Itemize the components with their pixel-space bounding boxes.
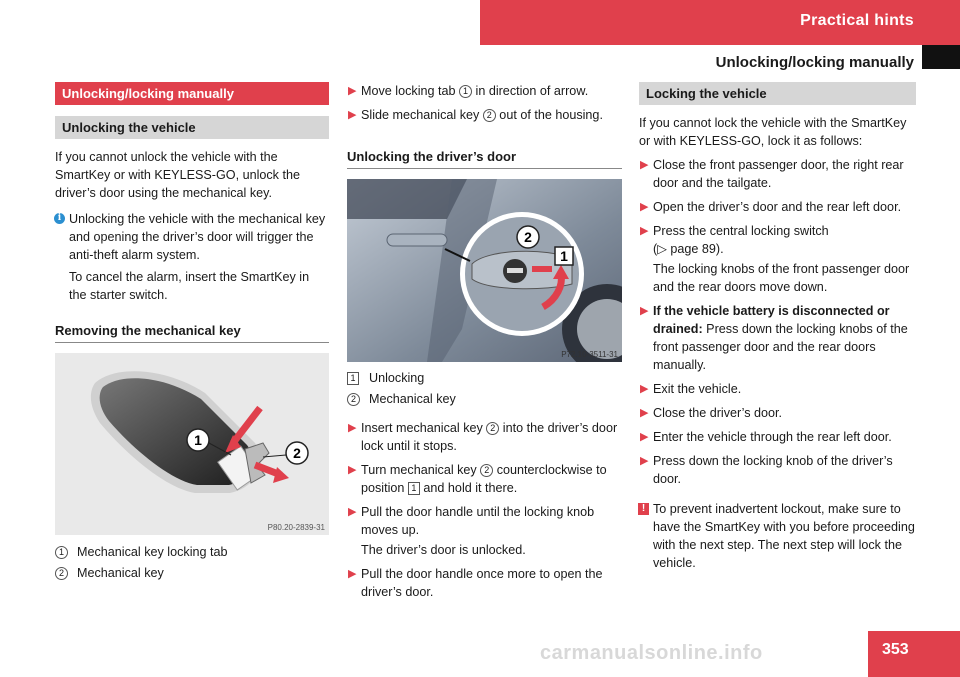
lock-step: ▶ Open the driver’s door and the rear left door. <box>640 200 902 214</box>
removing-key-heading: Removing the mechanical key <box>55 322 329 343</box>
callout-1: 1 <box>194 432 202 448</box>
legend-item: 1 Unlocking <box>347 369 622 387</box>
arrow-bullet-icon: ▶ <box>348 422 357 434</box>
arrow-bullet-icon: ▶ <box>348 464 357 476</box>
lock-step: ▶ Press down the locking knob of the driver’s door. <box>640 454 893 486</box>
step-result: The driver’s door is unlocked. <box>361 543 526 557</box>
unlocking-vehicle-bar: Unlocking the vehicle <box>55 116 329 139</box>
lock-step: ▶ Close the front passenger door, the right rear door and the tailgate. <box>640 158 904 190</box>
step-pull-handle: ▶ Pull the door handle until the locking knob moves up. <box>348 505 595 537</box>
lock-step: ▶ Close the driver’s door. <box>640 406 783 420</box>
step-move-tab: ▶ Move locking tab 1 in direction of arrow. <box>348 84 589 98</box>
arrow-bullet-icon: ▶ <box>640 201 649 213</box>
legend-item: 2 Mechanical key <box>55 564 329 582</box>
column-middle <box>347 82 622 607</box>
chapter-tab <box>480 0 960 45</box>
chapter-title: Practical hints <box>800 12 914 29</box>
lock-step: ▶ Press the central locking switch (▷ page 89). <box>640 224 829 256</box>
arrow-bullet-icon: ▶ <box>348 506 357 518</box>
step-turn-key: ▶ Turn mechanical key 2 counterclockwise to position 1 and hold it there. <box>348 463 607 495</box>
info-text-1: Unlocking the vehicle with the mechanical key and opening the driver’s door will trigger the anti-theft alarm system. <box>69 212 326 262</box>
legend-item: 2 Mechanical key <box>347 390 622 408</box>
warning-note <box>639 500 916 572</box>
arrow-bullet-icon: ▶ <box>348 568 357 580</box>
smartkey-illustration <box>55 353 329 535</box>
lock-step: ▶ Exit the vehicle. <box>640 382 742 396</box>
callout-2: 2 <box>293 445 301 461</box>
main-section-bar: Unlocking/locking manually <box>55 82 329 105</box>
lock-step-result: The locking knobs of the front passenger door and the rear doors move down. <box>653 262 910 294</box>
arrow-bullet-icon: ▶ <box>640 305 649 317</box>
step-slide-key: ▶ Slide mechanical key 2 out of the housing. <box>348 108 603 122</box>
legend-item: 1 Mechanical key locking tab <box>55 543 329 561</box>
info-text-2: To cancel the alarm, insert the SmartKey in the starter switch. <box>69 270 310 302</box>
smartkey-figure <box>55 353 329 535</box>
unlock-intro: If you cannot unlock the vehicle with the SmartKey or with KEYLESS-GO, unlock the driver’s door using the mechanical key. <box>55 150 300 200</box>
figure-code: P80.20-2839-31 <box>267 523 325 532</box>
arrow-bullet-icon: ▶ <box>348 109 357 121</box>
warning-text: To prevent inadvertent lockout, make sure to have the SmartKey with you before proceeding with the next step. The next step will lock the vehicle. <box>653 502 915 570</box>
step-open-door: ▶ Pull the door handle once more to open the driver’s door. <box>348 567 603 599</box>
column-left <box>55 82 329 585</box>
door-figure <box>347 179 622 362</box>
locking-vehicle-bar: Locking the vehicle <box>639 82 916 105</box>
arrow-bullet-icon: ▶ <box>640 159 649 171</box>
arrow-bullet-icon: ▶ <box>348 85 357 97</box>
column-right <box>639 82 916 572</box>
watermark: carmanualsonline.info <box>540 642 763 664</box>
info-note <box>55 210 329 304</box>
arrow-bullet-icon: ▶ <box>640 225 649 237</box>
lock-step: ▶ Enter the vehicle through the rear left door. <box>640 430 892 444</box>
unlocking-door-heading: Unlocking the driver’s door <box>347 148 622 169</box>
arrow-bullet-icon: ▶ <box>640 383 649 395</box>
door-lock-illustration <box>347 179 622 362</box>
warning-icon: ! <box>638 503 649 515</box>
figure-code: P72.10-3511-31 <box>561 350 618 359</box>
section-title: Unlocking/locking manually <box>715 54 914 71</box>
arrow-bullet-icon: ▶ <box>640 431 649 443</box>
callout-2: 2 <box>524 229 532 245</box>
page-number: 353 <box>882 641 909 658</box>
arrow-bullet-icon: ▶ <box>640 407 649 419</box>
info-icon: i <box>54 213 65 224</box>
page-number-tab <box>868 631 960 677</box>
callout-1: 1 <box>560 248 568 264</box>
step-insert-key: ▶ Insert mechanical key 2 into the driver’s door lock until it stops. <box>348 421 618 453</box>
arrow-bullet-icon: ▶ <box>640 455 649 467</box>
lock-step: ▶ If the vehicle battery is disconnected or drained: Press down the locking knobs of the front passenger door and the rear doors manually. <box>640 304 908 372</box>
chapter-marker <box>922 45 960 69</box>
lock-intro: If you cannot lock the vehicle with the SmartKey or with KEYLESS-GO, lock it as follows: <box>639 116 907 148</box>
